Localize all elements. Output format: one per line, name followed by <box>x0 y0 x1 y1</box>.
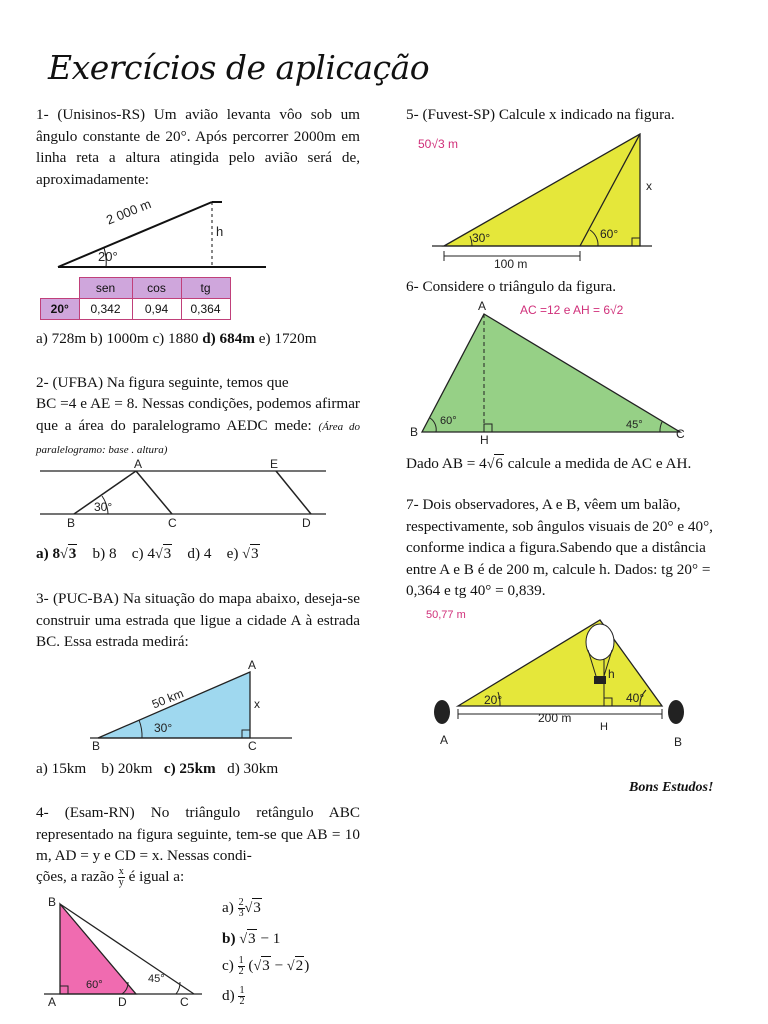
q6-label-A: A <box>478 299 487 313</box>
q1-val-tg: 0,364 <box>181 299 230 320</box>
q4-label-C: C <box>180 995 189 1009</box>
q1-trig-table <box>40 277 231 320</box>
q6-angle-45: 45° <box>626 419 643 431</box>
q2-answer-a: a) 8√3 <box>36 545 77 562</box>
q7-angle-40: 40° <box>626 691 645 705</box>
q4-answer-b: b) √3 − 1 <box>222 930 281 947</box>
q2-statement <box>36 393 360 462</box>
q6-figure <box>404 298 694 448</box>
q5-base-label: 100 m <box>494 257 528 271</box>
q3-x-label: x <box>254 697 260 711</box>
closing-text: Bons Estudos! <box>629 780 714 795</box>
q3-statement: 3- (PUC-BA) Na situação do mapa abaixo, deseja-se construir uma estrada que ligue a cidade A à estrada BC. Essa estrada medirá: <box>36 590 360 650</box>
q1-row-label: 20° <box>41 299 80 320</box>
q5-figure <box>412 128 674 274</box>
q4-angle-45: 45° <box>148 973 165 985</box>
q2-figure <box>36 456 336 530</box>
q1-th-tg: tg <box>181 278 230 299</box>
q4-figure <box>36 894 206 1010</box>
q3-angle-label: 30° <box>154 721 173 735</box>
q4-answer-a: a) $\frac{2}{3}$ √3 <box>222 897 261 919</box>
q3-answer-a: a) 15km <box>36 760 87 777</box>
q4-angle-60: 60° <box>86 979 103 991</box>
q1-angle-label: 20° <box>98 249 118 264</box>
q1-th-sen: sen <box>79 278 132 299</box>
q7-label-B: B <box>674 735 683 749</box>
q6-statement: 6- Considere o triângulo da figura. <box>406 278 617 295</box>
q6-dado: Dado AB = 4√6 calcule a medida de AC e AH. <box>406 455 692 472</box>
q2-label-E: E <box>270 457 279 471</box>
q4-label-B: B <box>48 895 57 909</box>
q3-answers <box>36 760 278 778</box>
q5-statement: 5- (Fuvest-SP) Calcule x indicado na figura. <box>406 106 675 123</box>
q1-th-cos: cos <box>132 278 181 299</box>
q4-label-A: A <box>48 995 57 1009</box>
q7-angle-20: 20° <box>484 693 503 707</box>
q2-note: (Área do paralelogramo: base . altura) <box>36 420 361 456</box>
q3-answer-d: d) 30km <box>227 760 279 777</box>
q6-label-B: B <box>410 425 419 439</box>
q1-answer-c: c) 1880 <box>152 330 199 347</box>
q7-figure <box>408 604 728 750</box>
q6-label-H: H <box>480 433 489 447</box>
q6-label-C: C <box>676 427 685 441</box>
q1-h-label: h <box>216 224 224 239</box>
q4-ratio: $\frac{x}{y}$ <box>118 866 124 889</box>
q3-answer-b: b) 20km <box>101 760 153 777</box>
q1-answer-e: e) 1720m <box>258 330 317 347</box>
q4-statement-end: ções, a razão $\frac{x}{y}$ é igual a: <box>36 866 185 889</box>
q1-answer-b: b) 1000m <box>90 330 149 347</box>
q1-statement: 1- (Unisinos-RS) Um avião levanta vôo sob um ângulo constante de 20°. Após percorrer 2000m em linha reta a altura atingida pelo avião será de, aproximadamente: <box>36 106 360 188</box>
q1-val-cos: 0,94 <box>132 299 181 320</box>
q3-figure <box>86 656 306 752</box>
q2-label-B: B <box>67 516 76 530</box>
q5-top-label: 50√3 m <box>418 137 458 151</box>
q7-statement: 7- Dois observadores, A e B, vêem um balão, respectivamente, sob ângulos visuais de 20° e 40°, conforme indica a figura.Sabendo que a distância entre A e B é de 200 m, calcule h. Dados: tg 20° = 0,364 e tg 40° = 0,839. <box>406 496 713 599</box>
q1-answers <box>36 330 317 348</box>
q2-answer-b: b) 8 <box>92 545 117 562</box>
q2-answer-c: c) 4√3 <box>131 545 172 562</box>
q3-answer-c: c) 25km <box>163 760 216 777</box>
q3-label-C: C <box>248 739 257 752</box>
q6-given: AC =12 e AH = 6√2 <box>520 303 624 317</box>
q2-answer-e: e) √3 <box>226 545 259 562</box>
q1-hyp-label: 2 000 m <box>104 196 154 228</box>
q3-label-B: B <box>92 739 101 752</box>
q2-statement-line1: 2- (UFBA) Na figura seguinte, temos que <box>36 374 289 391</box>
q2-label-D: D <box>302 516 311 530</box>
q2-statement-line2: BC =4 e AE = 8. Nessas condições, podemos afirmar que a área do paralelogramo AEDC mede: <box>36 395 360 434</box>
q6-angle-60: 60° <box>440 415 457 427</box>
q7-base-label: 200 m <box>538 711 572 725</box>
q3-hyp-label: 50 km <box>149 686 186 712</box>
q7-label-H: H <box>600 721 608 733</box>
q3-label-A: A <box>248 658 257 672</box>
q4-statement: 4- (Esam-RN) No triângulo retângulo ABC representado na figura seguinte, tem-se que AB = 10 m, AD = y e CD = x. Nessas condi- <box>36 804 360 864</box>
q2-label-C: C <box>168 516 177 530</box>
q7-top-label: 50,77 m <box>426 609 466 621</box>
q1-val-sen: 0,342 <box>79 299 132 320</box>
q5-x-label: x <box>646 179 652 193</box>
q2-answers <box>36 545 260 563</box>
q4-label-D: D <box>118 995 127 1009</box>
q4-answer-c: c) $\frac{1}{2}$ (√3 − √2) <box>222 955 310 977</box>
q2-angle-label: 30° <box>94 500 113 514</box>
q2-answer-d: d) 4 <box>187 545 212 562</box>
q7-label-A: A <box>440 733 449 747</box>
q2-label-A: A <box>134 457 143 471</box>
q4-answer-d: d) $\frac{1}{2}$ <box>222 985 245 1007</box>
q1-answer-d: d) 684m <box>202 330 255 347</box>
page-title: Exercícios de aplicação <box>48 48 430 87</box>
q5-angle-30: 30° <box>472 231 491 245</box>
q1-answer-a: a) 728m <box>36 330 87 347</box>
q7-h-label: h <box>608 667 615 681</box>
q5-angle-60: 60° <box>600 227 619 241</box>
